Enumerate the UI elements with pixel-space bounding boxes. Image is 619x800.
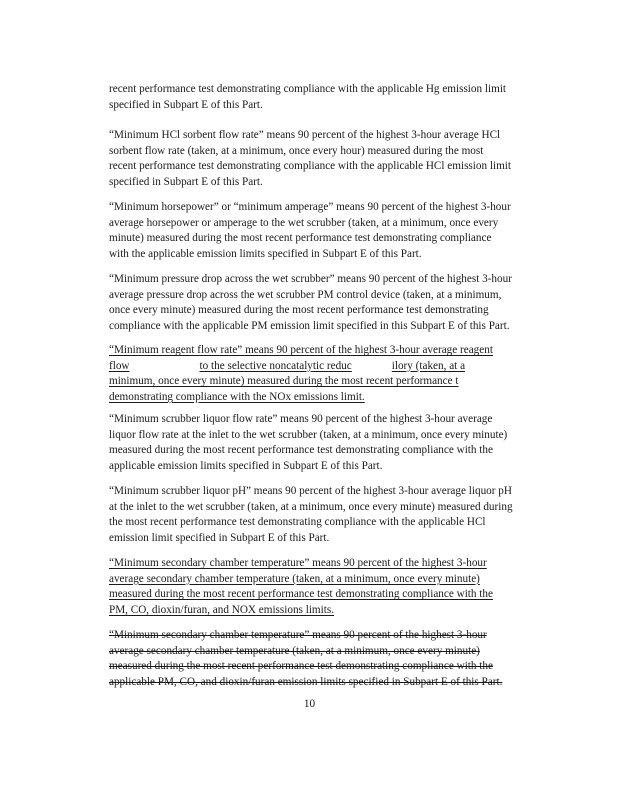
text-line: “Minimum scrubber liquor flow rate” means 90 percent of the highest 3-hour average	[109, 413, 493, 425]
text-line: “Minimum secondary chamber temperature” means 90 percent of the highest 3-hour	[109, 557, 487, 569]
text-line: average pressure drop across the wet scrubber PM control device (taken, at a minimum,	[109, 288, 502, 301]
text-line	[109, 359, 555, 375]
paragraph-hg-continuation	[109, 82, 555, 113]
text-line: “Minimum HCl sorbent flow rate” means 90 percent of the highest 3-hour average HCl	[109, 129, 501, 141]
paragraph-min-scrubber-liquor-flow	[109, 412, 555, 474]
text-line: the most recent performance test demonstrating compliance with the applicable HCl	[109, 516, 486, 529]
text-line: measured during the most recent performance test demonstrating compliance with the	[109, 660, 493, 673]
text-line: liquor flow rate at the inlet to the wet scrubber (taken, at a minimum, once every minute)	[109, 428, 508, 441]
text-line: applicable emission limits specified in Subpart E of this Part.	[109, 459, 383, 472]
text-line: recent performance test demonstrating compliance with the applicable Hg emission limit	[109, 83, 507, 95]
text-line: applicable PM, CO, and dioxin/furan emission limits specified in Subpart E of this Part.	[109, 675, 503, 688]
text-line: with the applicable emission limits specified in Subpart E of this Part.	[109, 247, 422, 260]
text-line: “Minimum secondary chamber temperature” means 90 percent of the highest 3-hour	[109, 629, 487, 641]
paragraph-min-scrubber-liquor-ph	[109, 484, 555, 546]
text-fragment: ilory (taken, at a	[391, 359, 466, 372]
text-line: minimum, once every minute) measured during the most recent performance t	[109, 375, 459, 388]
paragraph-min-hcl-sorbent-flow	[109, 128, 555, 190]
text-line: at the inlet to the wet scrubber (taken, at a minimum, once every minute) measured during	[109, 500, 513, 513]
text-line: once every minute) measured during the most recent performance test demonstrating	[109, 304, 489, 317]
text-line: recent performance test demonstrating compliance with the applicable HCl emission limit	[109, 160, 512, 173]
text-line: “Minimum reagent flow rate” means 90 percent of the highest 3-hour average reagent	[109, 344, 493, 356]
text-fragment: flow	[109, 359, 130, 372]
text-fragment: to the selective noncatalytic reduc	[199, 359, 352, 372]
text-line: PM, CO, dioxin/furan, and NOX emissions limits.	[109, 603, 334, 616]
text-line: measured during the most recent performance test demonstrating compliance with the	[109, 588, 493, 601]
paragraph-min-secondary-chamber-temp-inserted	[109, 556, 555, 618]
text-line: minute) measured during the most recent performance test demonstrating compliance	[109, 232, 492, 245]
text-line: compliance with the applicable PM emission limit specified in this Subpart E of this Part.	[109, 319, 510, 332]
text-line: average horsepower or amperage to the wet scrubber (taken, at a minimum, once every	[109, 216, 499, 229]
text-line: “Minimum pressure drop across the wet scrubber” means 90 percent of the highest 3-hour	[109, 273, 512, 285]
text-line: specified in Subpart E of this Part.	[109, 175, 263, 188]
text-line: specified in Subpart E of this Part.	[109, 98, 263, 111]
text-line: average secondary chamber temperature (taken, at a minimum, once every minute)	[109, 644, 480, 657]
text-line: emission limit specified in Subpart E of this Part.	[109, 531, 330, 544]
text-line: sorbent flow rate (taken, at a minimum, once every hour) measured during the most	[109, 144, 484, 157]
text-line: demonstrating compliance with the NOx emissions limit.	[109, 390, 365, 403]
text-line: “Minimum horsepower” or “minimum amperage” means 90 percent of the highest 3-hour	[109, 201, 511, 213]
paragraph-min-pressure-drop	[109, 272, 555, 334]
text-line: measured during the most recent performance test demonstrating compliance with the	[109, 444, 493, 457]
page-number: 10	[303, 698, 316, 710]
paragraph-min-horsepower	[109, 200, 555, 262]
text-line: “Minimum scrubber liquor pH” means 90 percent of the highest 3-hour average liquor pH	[109, 485, 512, 497]
paragraph-min-reagent-flow-inserted	[109, 343, 555, 405]
paragraph-min-secondary-chamber-temp-deleted	[109, 628, 555, 690]
text-line: average secondary chamber temperature (taken, at a minimum, once every minute)	[109, 572, 480, 585]
